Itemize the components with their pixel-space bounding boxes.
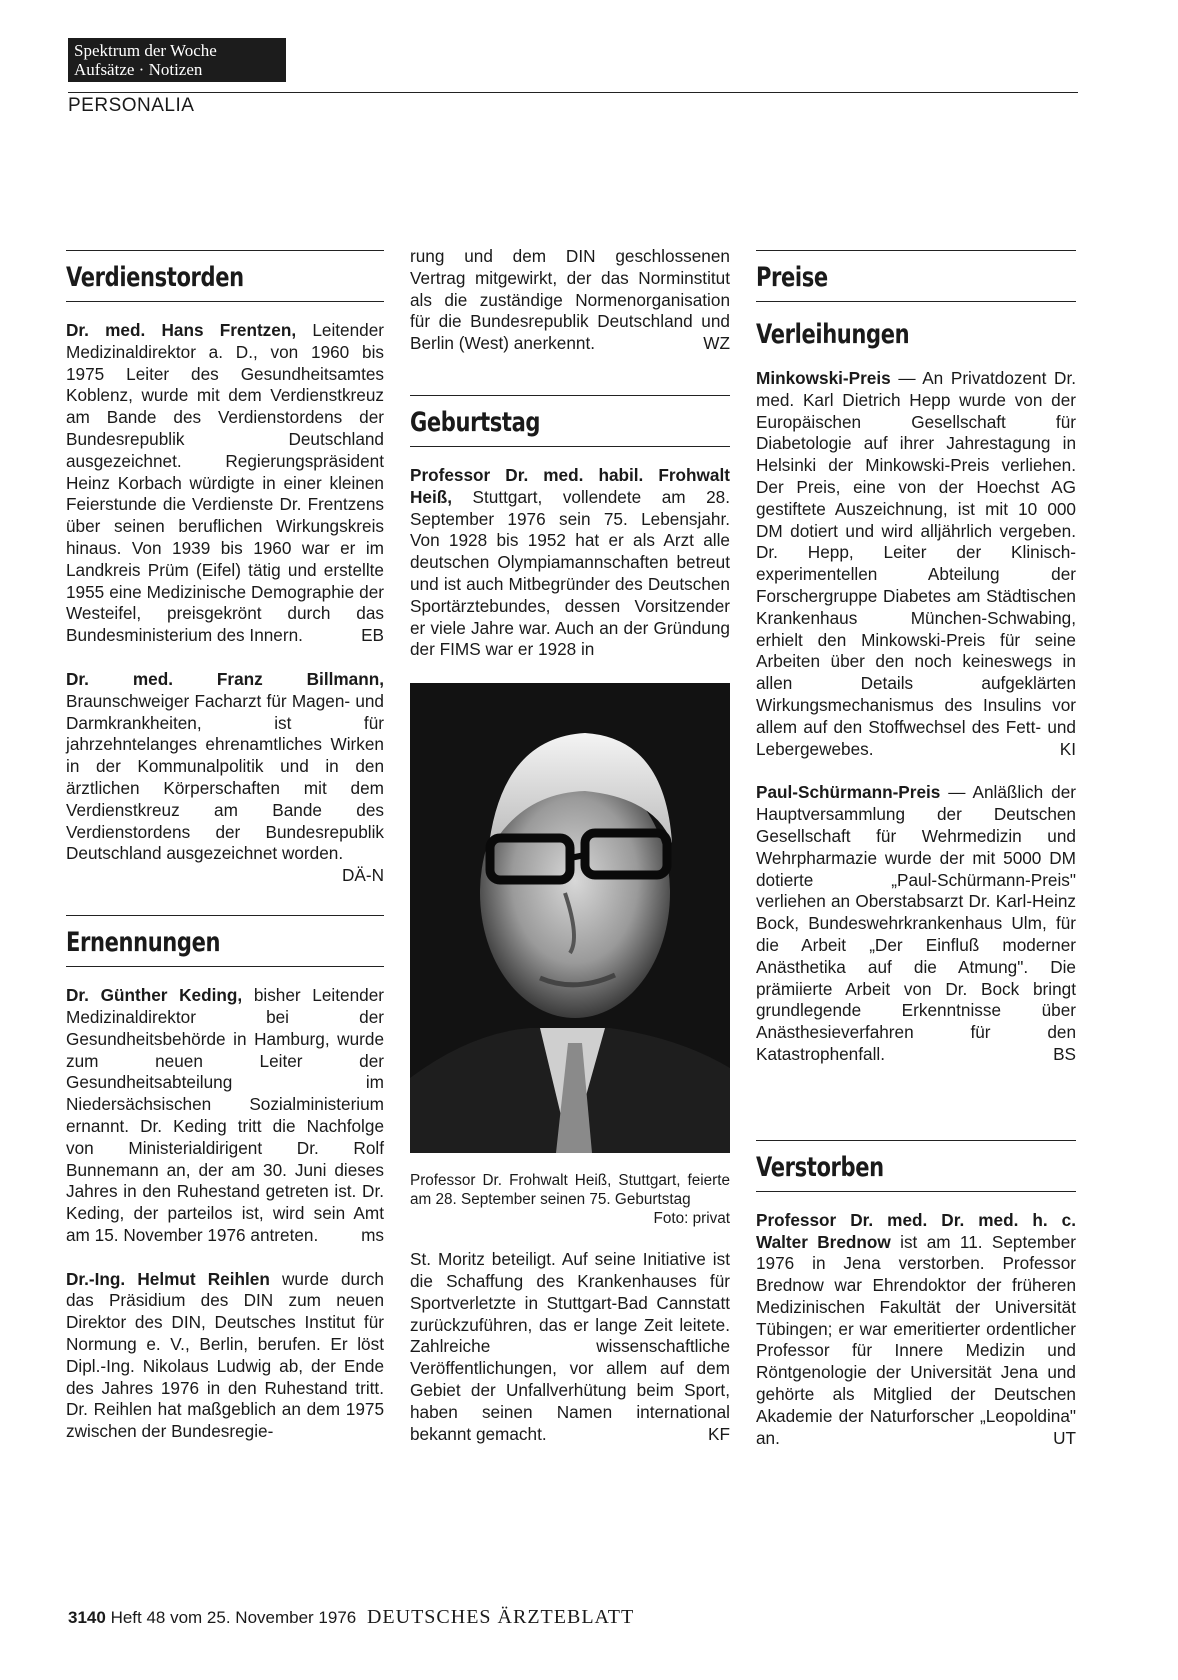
- column-1: [66, 250, 384, 1465]
- photo-credit: Foto: privat: [653, 1210, 730, 1228]
- page-number: 3140: [68, 1608, 106, 1627]
- divider: [66, 915, 384, 916]
- divider: [756, 1191, 1076, 1192]
- masthead-line2: Aufsätze · Notizen: [74, 60, 203, 79]
- caption-text: Professor Dr. Frohwalt Heiß, Stuttgart, feierte am 28. September seinen 75. Geburtstag: [410, 1172, 730, 1209]
- divider: [66, 250, 384, 251]
- article-schuermann-preis: [756, 782, 1076, 1065]
- heading-ernennungen: Ernennungen: [66, 927, 221, 959]
- masthead: [68, 38, 286, 82]
- column-3: [756, 250, 1076, 1471]
- person-name: Dr. med. Hans Frentzen,: [66, 320, 297, 340]
- article-text: Leitender Medizinaldirektor a. D., von 1960 bis 1975 Leiter des Gesundheitsamtes Koblenz, wurde mit dem Verdienstkreuz am Bande des Verdienstordens der Bundesrepublik Deutschland ausgezeichnet. Regierungspräsident Heinz Korbach würdigte in einer kleinen Feierstunde die Verdienste Dr. Frentzens über seinen beruflichen Wirkungskreis hinaus. Von 1939 bis 1960 war er im Landkreis Prüm (Eifel) tätig und erstellte 1955 eine Medizinische Demographie der Westeifel, preisgekrönt durch das Bundesministerium des Innern.: [66, 320, 384, 646]
- article-keding: [66, 985, 384, 1247]
- article-brednow: [756, 1210, 1076, 1450]
- top-rule: [68, 92, 1078, 93]
- article-text: wurde durch das Präsidium des DIN zum neuen Direktor des DIN, Deutsches Institut für Normung e. V., Berlin, berufen. Er löst Dipl.-Ing. Nikolaus Ludwig ab, der Ende des Jahres 1976 in den Ruhestand tritt. Dr. Reihlen hat maßgeblich an dem 1975 zwischen der Bundesregie-: [66, 1268, 384, 1442]
- heading-verstorben: Verstorben: [756, 1151, 884, 1183]
- author-signature: ms: [361, 1224, 384, 1245]
- portrait-image: [410, 683, 730, 1153]
- magazine-title: DEUTSCHES ÄRZTEBLATT: [366, 1606, 635, 1628]
- article-billmann: [66, 668, 384, 886]
- author-signature: WZ: [703, 333, 730, 354]
- author-signature: UT: [1053, 1427, 1076, 1448]
- author-signature: KF: [708, 1423, 730, 1444]
- photo-caption: [410, 1171, 730, 1228]
- prize-name: Minkowski-Preis: [756, 368, 891, 388]
- article-heiss: [410, 465, 730, 661]
- divider: [66, 966, 384, 967]
- heading-verleihungen: Verleihungen: [756, 319, 910, 350]
- article-reihlen-continued: [410, 246, 730, 355]
- author-signature: KI: [1059, 738, 1076, 759]
- masthead-line1: Spektrum der Woche: [74, 41, 217, 60]
- article-text: bisher Leitender Medizinaldirektor bei der Gesundheitsbehörde in Hamburg, wurde zum neuen Leiter der Gesundheitsabteilung im Niedersächsischen Sozialministerium ernannt. Dr. Keding tritt die Nachfolge von Ministerialdirigent Dr. Rolf Bunnemann an, der am 30. Juni dieses Jahres in den Ruhestand getreten ist. Dr. Keding, der parteilos ist, wird sein Amt am 15. November 1976 antreten.: [66, 985, 384, 1245]
- article-minkowski-preis: [756, 368, 1076, 760]
- heading-geburtstag: Geburtstag: [410, 406, 541, 438]
- article-text: — Anläßlich der Hauptversammlung der Deutschen Gesellschaft für Wehrmedizin und Wehrpharmazie wurde der mit 5000 DM dotierte „Paul-Schürmann-Preis" verliehen an Oberstabsarzt Dr. Karl-Heinz Bock, Bundeswehrkrankenhaus Ulm, für die Arbeit „Der Einfluß moderner Anästhetika auf die Atmung". Die prämiierte Arbeit von Dr. Bock bringt grundlegende Erkenntnisse über Anästhesieverfahren für den Katastrophenfall.: [756, 782, 1076, 1064]
- section-label: PERSONALIA: [68, 95, 195, 116]
- author-signature: EB: [361, 625, 384, 646]
- divider: [756, 301, 1076, 302]
- author-signature: DÄ-N: [341, 865, 384, 886]
- prize-name: Paul-Schürmann-Preis: [756, 782, 941, 803]
- heading-verdienstorden: Verdienstorden: [66, 262, 244, 293]
- divider: [756, 1140, 1076, 1141]
- article-reihlen: [66, 1269, 384, 1443]
- article-text: St. Moritz beteiligt. Auf seine Initiative ist die Schaffung des Krankenhauses für Sportverletzte in Stuttgart-Bad Cannstatt zurückzuführen, das er lange Zeit leitete. Zahlreiche wissenschaftliche Veröffentlichungen, vor allem auf dem Gebiet der Unfallverhütung beim Sport, haben seinen Namen international bekannt gemacht.: [410, 1249, 730, 1444]
- article-text: Stuttgart, vollendete am 28. September 1976 sein 75. Lebensjahr. Von 1928 bis 1952 hat er als Arzt alle deutschen Olympiamannschaften betreut und ist auch Mitbegründer des Deutschen Sportärztebundes, dessen Vorsitzender er viele Jahre war. Auch an der Gründung der FIMS war er 1928 in: [410, 486, 730, 660]
- portrait-photo: [410, 683, 730, 1153]
- person-name: Professor Dr. med. habil. Frohwalt Heiß,: [410, 464, 730, 507]
- article-text: Braunschweiger Facharzt für Magen- und Darmkrankheiten, ist für jahrzehntelanges ehrenamtliches Wirken in der Kommunalpolitik und in den ärztlichen Körperschaften mit dem Verdienstkreuz am Bande des Verdienstordens der Bundesrepublik Deutschland ausgezeichnet worden.: [66, 690, 384, 864]
- article-heiss-continued: [410, 1249, 730, 1445]
- article-text: ist am 11. September 1976 in Jena verstorben. Professor Brednow war Ehrendoktor der früheren Medizinischen Fakultät der Universität Tübingen; er war emeritierter ordentlicher Professor für Innere Medizin und Röntgenologie der Universität Jena und gehörte als Mitglied der Deutschen Akademie der Naturforscher „Leopoldina" an.: [756, 1231, 1076, 1448]
- article-frentzen: [66, 320, 384, 647]
- article-text: — An Privatdozent Dr. med. Karl Dietrich Hepp wurde von der Europäischen Gesellschaft für Diabetologie auf ihrer Jahrestagung in Helsinki der Minkowski-Preis verliehen. Der Preis, eine von der Hoechst AG gestiftete Auszeichnung, ist mit 10 000 DM dotiert und wird alljährlich vergeben. Dr. Hepp, Leiter der Klinisch-experimentellen Abteilung der Forschergruppe Diabetes am Städtischen Krankenhaus München-Schwabing, erhielt den Minkowski-Preis für seine Arbeiten über den noch keineswegs in allen Details aufgeklärten Wirkungsmechanismus des Insulins vor allem auf den Stoffwechsel des Fett- und Lebergewebes.: [756, 368, 1076, 759]
- person-name: Dr. med. Franz Billmann,: [66, 668, 384, 689]
- column-2: [410, 246, 730, 1467]
- person-name: Dr.-Ing. Helmut Reihlen: [66, 1268, 270, 1289]
- article-text: rung und dem DIN geschlossenen Vertrag mitgewirkt, der das Norminstitut als die zuständige Normenorganisation für die Bundesrepublik Deutschland und Berlin (West) anerkennt.: [410, 246, 730, 354]
- page-footer: [68, 1606, 634, 1629]
- person-name: Professor Dr. med. Dr. med. h. c. Walter Brednow: [756, 1209, 1076, 1252]
- divider: [410, 395, 730, 396]
- issue-info: Heft 48 vom 25. November 1976: [110, 1608, 357, 1627]
- author-signature: BS: [1053, 1043, 1076, 1064]
- divider: [66, 301, 384, 302]
- divider: [756, 250, 1076, 251]
- person-name: Dr. Günther Keding,: [66, 985, 243, 1006]
- divider: [410, 446, 730, 447]
- heading-preise: Preise: [756, 262, 828, 293]
